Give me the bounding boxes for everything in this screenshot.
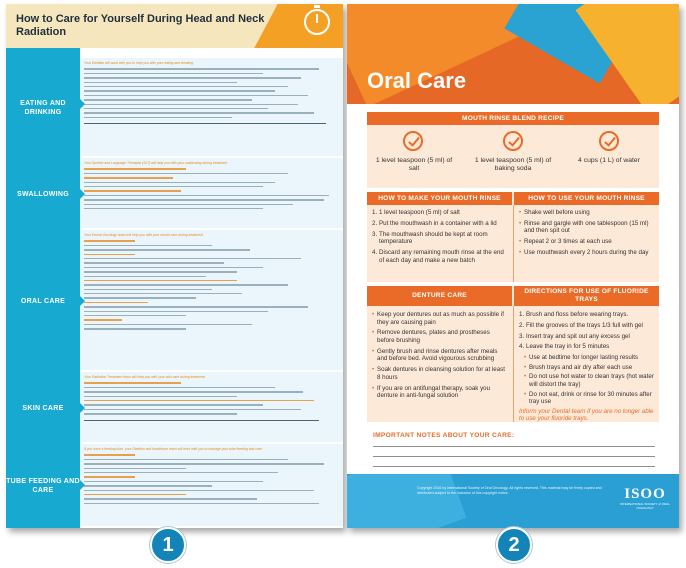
use-rinse-heading: HOW TO USE YOUR MOUTH RINSE [514, 192, 659, 205]
page2-footer [347, 474, 679, 528]
recipe-item-baking-soda: 1 level teaspoon (5 ml) of baking soda [474, 157, 552, 173]
check-icon [403, 131, 423, 151]
fluoride-step-1: Brush and floss before wearing trays. [526, 311, 629, 318]
logo-subtitle: INTERNATIONAL SOCIETY of ORAL ONCOLOGY [620, 502, 670, 510]
use-item-4: • Use mouthwash every 2 hours during the day [519, 249, 655, 257]
check-icon [599, 131, 619, 151]
note-line[interactable] [373, 466, 655, 467]
use-item-1: • Shake well before using [519, 209, 655, 217]
fluoride-step-2: Fill the grooves of the trays 1/3 full with gel [526, 321, 643, 329]
section-body [80, 230, 343, 372]
use-rinse-list [519, 209, 655, 260]
section-skin-care [6, 372, 343, 444]
logo-wordmark: ISOO [624, 486, 666, 502]
section-intro: Your Speech and Language Therapist (SLT) will help you with your swallowing during treatment [84, 161, 228, 165]
section-label: SWALLOWING [17, 190, 69, 198]
fluoride-sub-3: • Do not use hot water to clean trays (hot water will distort the tray) [519, 373, 657, 388]
denture-item-1: • Keep your dentures out as much as possible if they are causing pain [372, 311, 508, 326]
note-line[interactable] [373, 446, 655, 447]
section-intro: If you have a feeding tube, your Dietitian and healthcare team will work with you to manage your tube feeding and care [84, 447, 262, 451]
denture-item-4: • Soak dentures in cleansing solution for at least 8 hours [372, 366, 508, 381]
copyright-text: Copyright 2016 by International Society of Oral Oncology. All rights reserved. This material may be freely copied and distributed subject to the inclusion of this copyright notice. [417, 486, 602, 495]
isoo-logo [617, 486, 673, 510]
recipe-heading: MOUTH RINSE BLEND RECIPE [367, 112, 659, 125]
section-body [80, 58, 343, 158]
note-line[interactable] [373, 456, 655, 457]
handout-page-2 [347, 4, 679, 528]
page-number-badge-2: 2 [496, 527, 532, 563]
make-step-4: Discard any remaining mouth rinse at the end of each day and make a new batch [379, 248, 504, 264]
section-label: EATING AND DRINKING [20, 100, 66, 116]
section-oral-care [6, 230, 343, 372]
use-item-2: • Rinse and gargle with one tablespoon (15 ml) and then spit out [519, 220, 655, 235]
denture-heading: DENTURE CARE [367, 286, 512, 306]
use-item-3: • Repeat 2 or 3 times at each use [519, 238, 655, 246]
page-number-badge-1: 1 [150, 527, 186, 563]
fluoride-steps [519, 311, 657, 423]
make-step-3: The mouthwash should be kept at room temperature [379, 230, 488, 246]
section-label: SKIN CARE [22, 404, 64, 412]
page2-title: Oral Care [367, 68, 467, 93]
fluoride-heading: DIRECTIONS FOR USE OF FLUORIDE TRAYS [514, 286, 659, 306]
section-intro: Your Radiation Treatment team will help you with your skin care during treatment [84, 375, 205, 379]
make-step-1: 1 level teaspoon (5 ml) of salt [379, 209, 460, 216]
stopwatch-icon [304, 9, 330, 35]
fluoride-sub-1: • Use at bedtime for longer lasting results [519, 354, 657, 362]
make-step-2: Put the mouthwash in a container with a lid [379, 219, 497, 227]
check-icon [503, 131, 523, 151]
handout-page-1 [6, 4, 343, 528]
make-rinse-steps [372, 209, 508, 267]
page1-title: How to Care for Yourself During Head and Neck Radiation [16, 13, 265, 38]
section-tube-feeding [6, 444, 343, 528]
section-body [80, 444, 343, 528]
fluoride-sub-4: • Do not eat, drink or rinse for 30 minutes after tray use [519, 391, 657, 406]
page1-header [6, 4, 343, 48]
section-swallowing [6, 158, 343, 230]
section-intro: Your Dietitian will work with you to help you with your eating and drinking [84, 61, 193, 65]
fluoride-sub-2: • Brush trays and air dry after each use [519, 364, 657, 372]
section-label: TUBE FEEDING AND CARE [6, 478, 80, 494]
recipe-item-water: 4 cups (1 L) of water [578, 157, 640, 164]
denture-list [372, 311, 508, 403]
fluoride-step-3: Insert tray and spit out any excess gel [526, 332, 630, 340]
make-rinse-heading: HOW TO MAKE YOUR MOUTH RINSE [367, 192, 512, 205]
fluoride-note: Inform your Dental team if you are no longer able to use your fluoride trays. [519, 407, 654, 423]
section-label: ORAL CARE [20, 297, 66, 305]
section-eating-drinking [6, 58, 343, 158]
section-body [80, 372, 343, 444]
section-body [80, 158, 343, 230]
recipe-item-salt: 1 level teaspoon (5 ml) of salt [375, 157, 453, 173]
fluoride-step-4: Leave the tray in for 5 minutes [526, 343, 610, 351]
denture-item-3: • Gently brush and rinse dentures after meals and before bed. Avoid vigourous scrubbing [372, 348, 508, 363]
notes-heading: IMPORTANT NOTES ABOUT YOUR CARE: [373, 432, 515, 439]
denture-item-5: • If you are on antifungal therapy, soak you denture in anti-fungal solution [372, 385, 508, 400]
section-intro: Your Dental Oncology team will help you with your mouth care during treatment [84, 233, 203, 237]
denture-item-2: • Remove dentures, plates and prostheses before brushing [372, 329, 508, 344]
